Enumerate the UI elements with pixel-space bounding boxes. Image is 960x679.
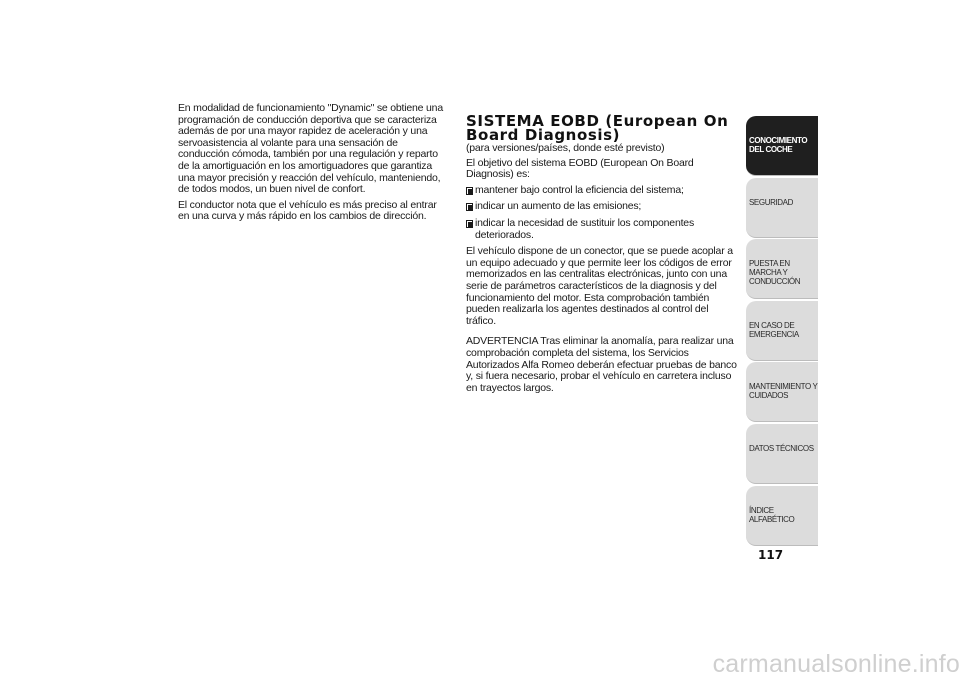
list-item: indicar la necesidad de sustituir los componentes deteriorados.	[466, 218, 738, 241]
watermark-text: carmanualsonline.info	[712, 650, 960, 678]
page-number: 117	[758, 548, 784, 562]
objectives-list	[466, 185, 738, 241]
tab-puesta-en-marcha[interactable]: PUESTA EN MARCHA Y CONDUCCIÓN	[746, 239, 818, 299]
chapter-tabs	[746, 116, 818, 547]
right-text-column	[466, 114, 738, 398]
tab-conocimiento-del-coche[interactable]: CONOCIMIENTO DEL COCHE	[746, 116, 818, 176]
warning-paragraph: ADVERTENCIA Tras eliminar la anomalía, para realizar una comprobación completa del sistema, los Servicios Autorizados Alfa Romeo deberán efectuar pruebas de banco y, si fuera necesario, probar el vehículo en carretera incluso en trayectos largos.	[466, 335, 737, 394]
tab-en-caso-de-emergencia[interactable]: EN CASO DE EMERGENCIA	[746, 301, 818, 361]
tab-datos-tecnicos[interactable]: DATOS TÉCNICOS	[746, 424, 818, 484]
section-heading: SISTEMA EOBD (European On Board Diagnosis)	[466, 112, 729, 144]
list-item: mantener bajo control la eficiencia del sistema;	[466, 185, 738, 197]
left-text-column	[178, 103, 450, 227]
tab-mantenimiento[interactable]: MANTENIMIENTO Y CUIDADOS	[746, 362, 818, 422]
intro-paragraph: El objetivo del sistema EOBD (European On Board Diagnosis) es:	[466, 156, 694, 181]
section-subheading: (para versiones/países, donde esté previsto)	[466, 142, 665, 154]
tab-seguridad[interactable]: SEGURIDAD	[746, 178, 818, 238]
tab-indice-alfabetico[interactable]: ÍNDICE ALFABÉTICO	[746, 486, 818, 546]
connector-paragraph: El vehículo dispone de un conector, que se puede acoplar a un equipo adecuado y que permite leer los códigos de error memorizados en las centralitas electrónicas, junto con una serie de parámetros característicos de la diagnosis y del funcionamiento del motor. Esta comprobación también pueden realizarla los agentes destinados al control del tráfico.	[466, 245, 733, 327]
dynamic-mode-paragraph: En modalidad de funcionamiento "Dynamic" se obtiene una programación de conducción deportiva que se caracteriza además de por una mayor rapidez de aceleración y una servoasistencia al volante para una sensación de conducción cómoda, también por una regulación y reparto de la amortiguación en los amortiguadores que garantiza una mayor precisión y reacción del vehículo, manteniendo, de todos modos, un buen nivel de confort.	[178, 102, 443, 196]
list-item: indicar un aumento de las emisiones;	[466, 201, 738, 213]
driver-note-paragraph: El conductor nota que el vehículo es más preciso al entrar en una curva y más rápido en los cambios de dirección.	[178, 198, 437, 223]
